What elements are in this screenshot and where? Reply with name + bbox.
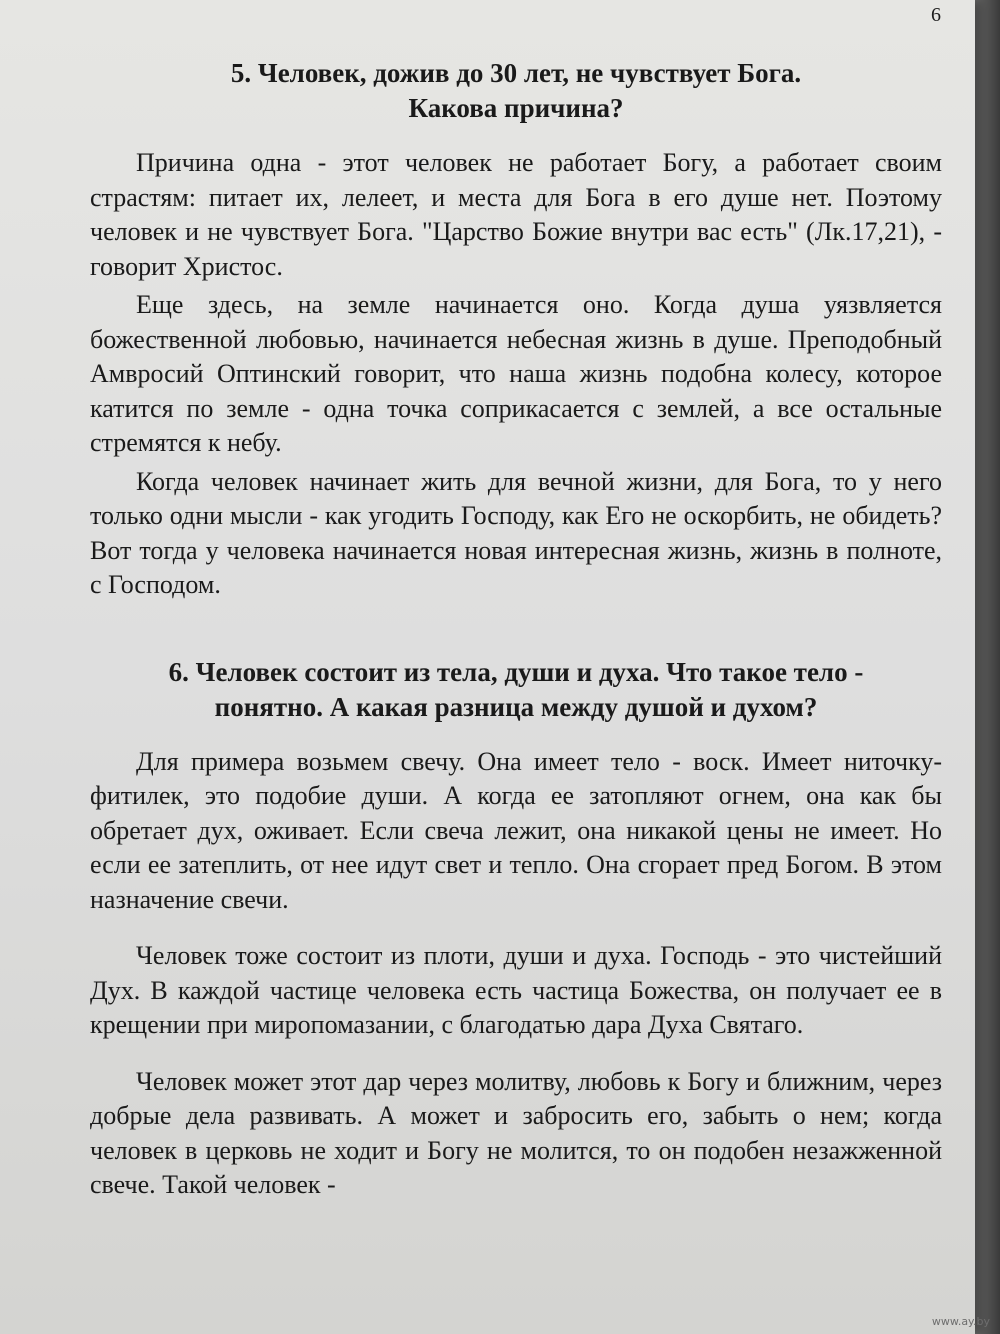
page-number: 6 (931, 4, 941, 26)
spacer (90, 917, 942, 939)
spacer (90, 725, 942, 745)
spacer (90, 1043, 942, 1065)
section-5-paragraph-1: Причина одна - этот человек не работает Богу, а работает своим страстям: питает их, лелеет, и места для Бога в его душе нет. Поэтому человек и не чувствует Бога. "Царство Божие внутри вас есть" (Лк.17,21), - говорит Христос. (90, 148, 942, 281)
section-6-paragraph-2: Человек тоже состоит из плоти, души и духа. Господь - это чистейший Дух. В каждой частице человека есть частица Божества, он получает ее в крещении при миропомазании, с благодатью дара Духа Святаго. (90, 941, 942, 1039)
section-6-paragraph-1: Для примера возьмем свечу. Она имеет тело - воск. Имеет ниточку-фитилек, это подобие души. А когда ее затопляют огнем, она как бы обретает дух, оживает. Если свеча лежит, она никакой цены не имеет. Но если ее затеплить, от нее идут свет и тепло. Она сгорает пред Богом. В этом назначение свечи. (90, 746, 942, 914)
section-6-title-line-2: понятно. А какая разница между душой и духом? (214, 691, 818, 722)
section-5-title-line-1: 5. Человек, дожив до 30 лет, не чувствует Бога. (230, 58, 802, 88)
section-6-title (90, 655, 942, 725)
section-5-title-line-2: Какова причина? (408, 93, 624, 123)
section-6-title-line-1: 6. Человек состоит из тела, души и духа. Что такое тело - (168, 656, 864, 687)
section-5-paragraph-2: Еще здесь, на земле начинается оно. Когда душа уязвляется божественной любовью, начинается небесная жизнь в душе. Преподобный Амвросий Оптинский говорит, что наша жизнь подобна колесу, которое катится по земле - одна точка соприкасается с землей, а все остальные стремятся к небу. (90, 290, 942, 457)
watermark: www.ay.by (931, 1315, 990, 1328)
section-6-paragraph-3: Человек может этот дар через молитву, любовь к Богу и ближним, через добрые дела развивать. А может и забросить его, забыть о нем; когда человек в церковь не ходит и Богу не молится, то он подобен незажженной свече. Такой человек - (90, 1066, 942, 1199)
spacer (90, 603, 942, 655)
page-content (90, 56, 942, 1203)
spacer (90, 126, 942, 146)
section-5-title (90, 56, 942, 126)
section-5-paragraph-3: Когда человек начинает жить для вечной жизни, для Бога, то у него только одни мысли - как угодить Господу, как Его не оскорбить, не обидеть? Вот тогда у человека начинается новая интересная жизнь, жизнь в полноте, с Господом. (90, 466, 942, 599)
